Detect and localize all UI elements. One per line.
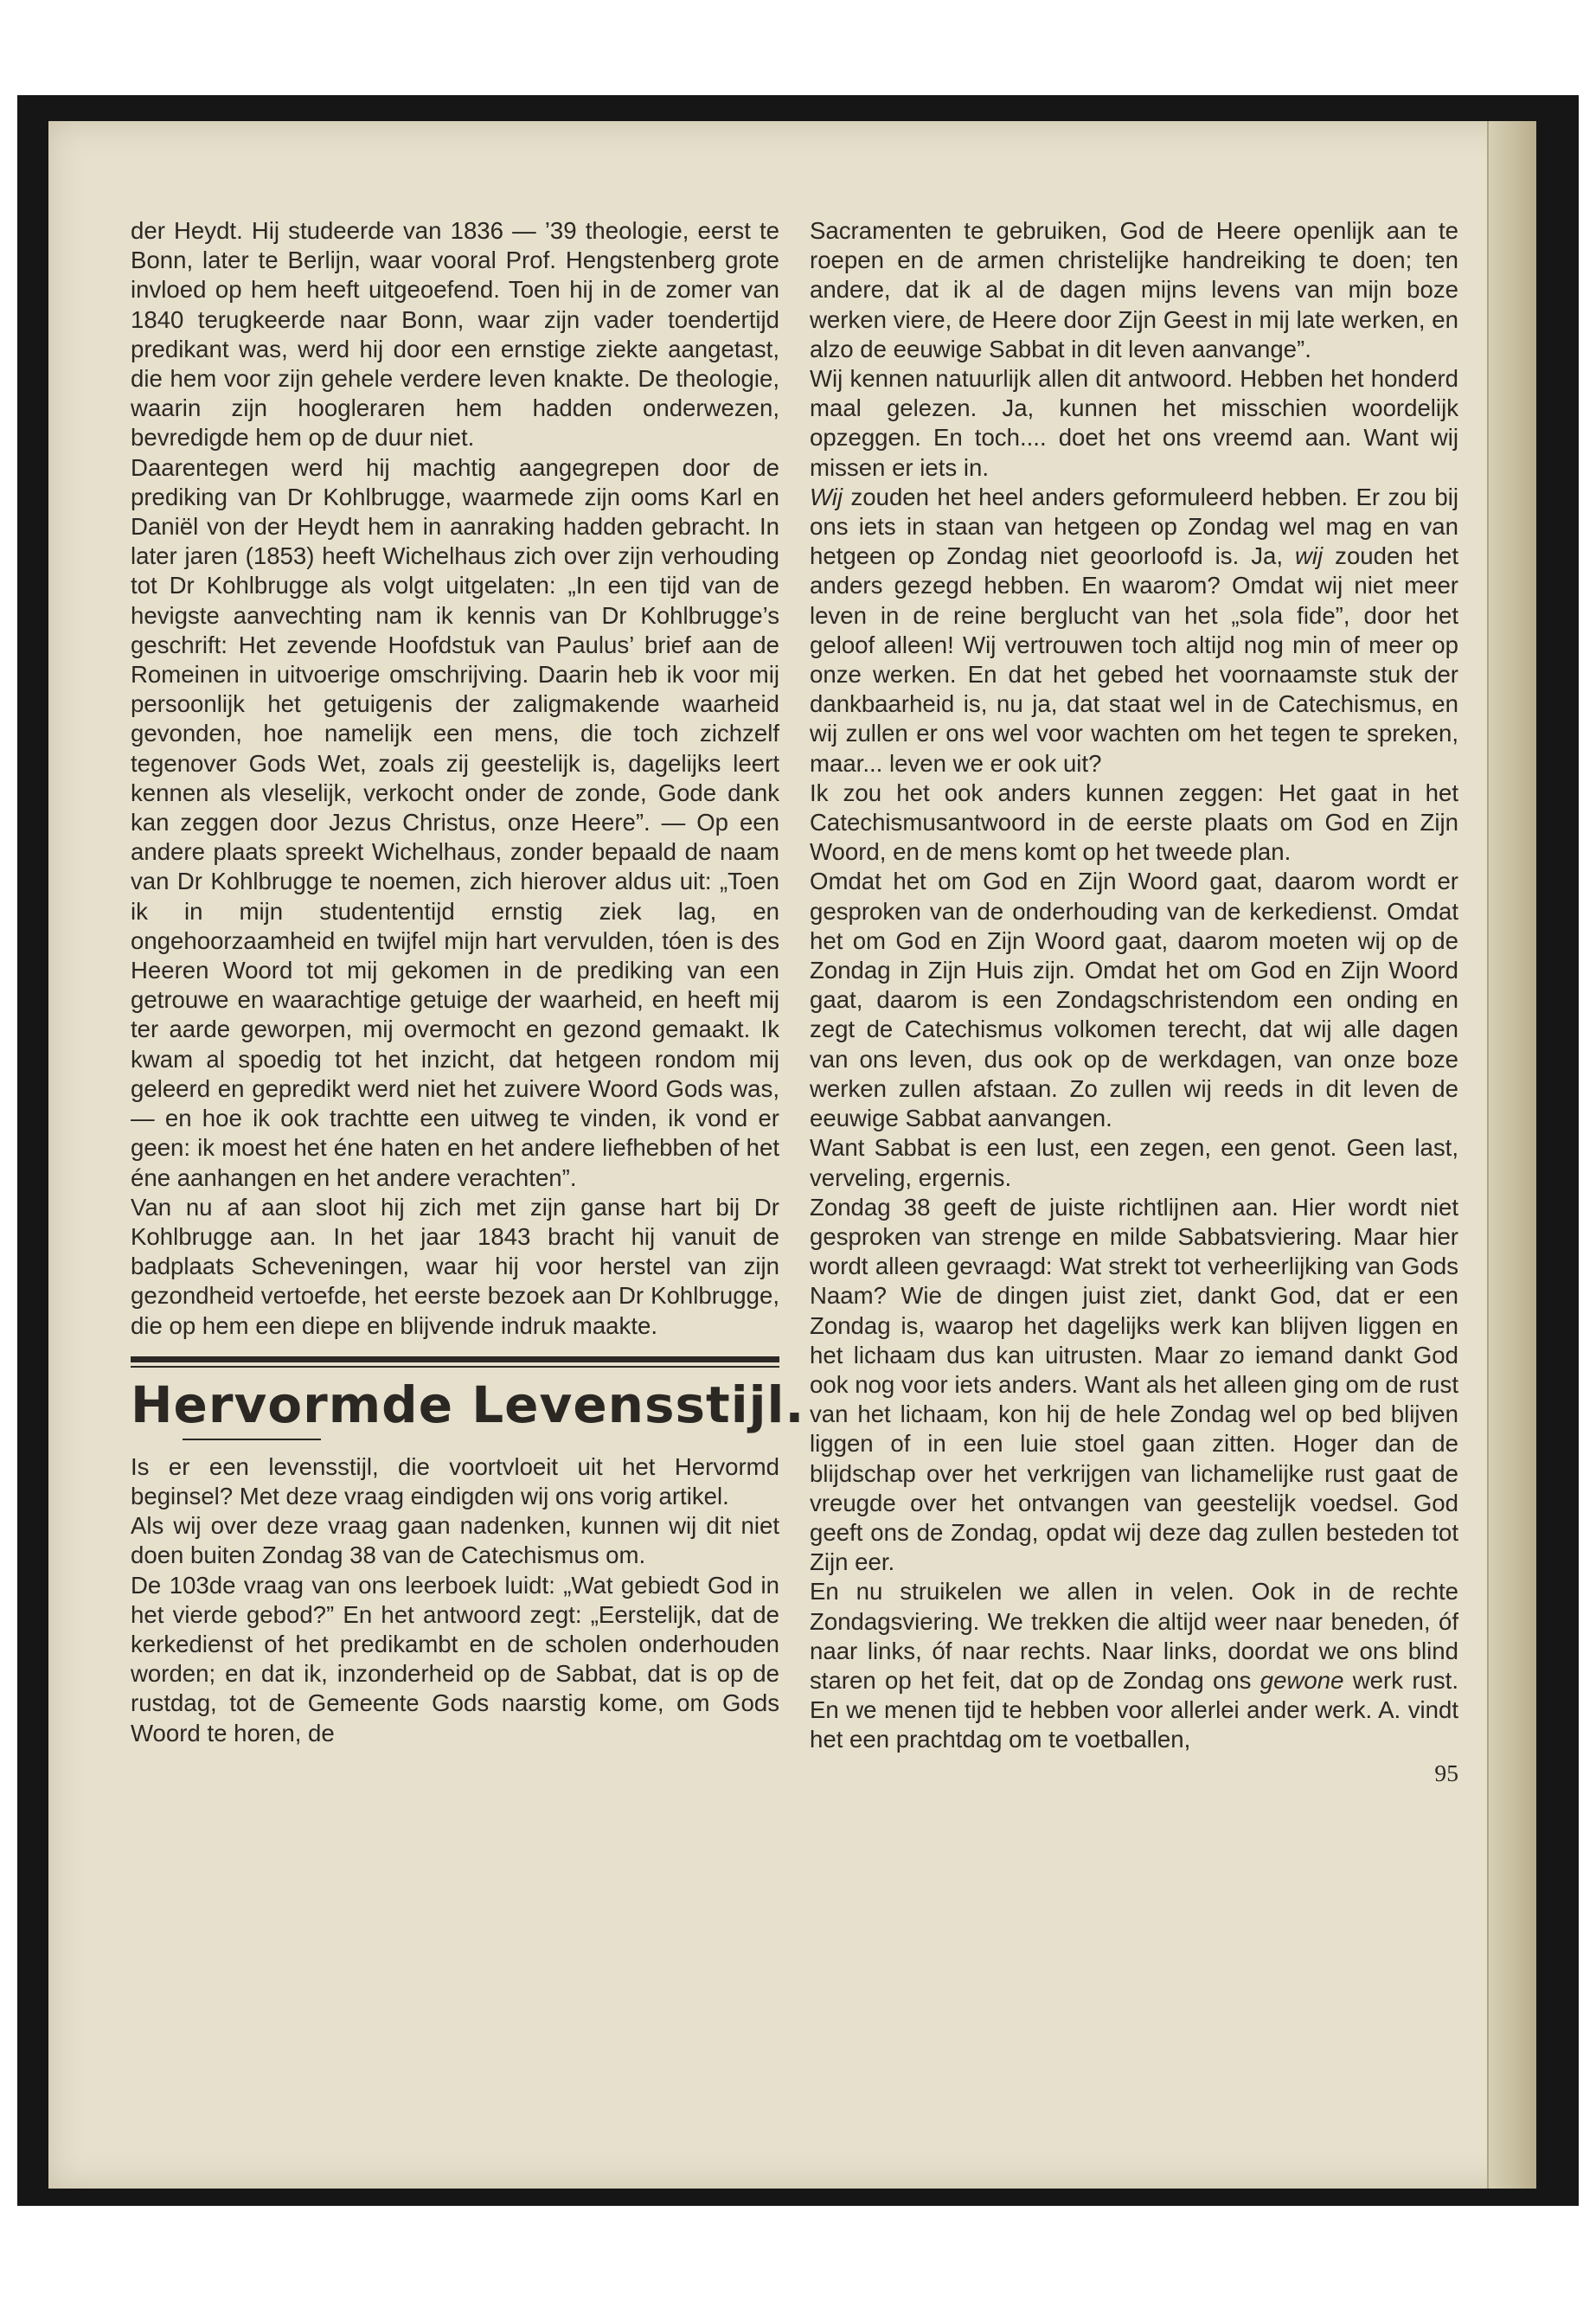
paragraph (810, 1577, 1458, 1754)
right-column (810, 216, 1458, 1788)
paragraph: Want Sabbat is een lust, een zegen, een genot. Geen last, verveling, ergernis. (810, 1134, 1458, 1191)
left-column (131, 216, 805, 1748)
emphasis: Wij (810, 483, 843, 510)
paragraph: Wij kennen natuurlijk allen dit antwoord. Hebben het honderd maal gelezen. Ja, kunnen het misschien woordelijk opzeggen. En toch.... doet het ons vreemd aan. Want wij missen er iets in. (810, 365, 1458, 481)
heading-underline (183, 1439, 321, 1440)
emphasis: gewone (1259, 1666, 1344, 1694)
paragraph: De 103de vraag van ons leerboek luidt: „Wat gebiedt God in het vierde gebod?” En het antwoord zegt: „Eerstelijk, dat de kerkedienst of het predikambt en de scholen onderhouden worden; en dat ik, inzonderheid op de Sabbat, dat is op de rustdag, tot de Gemeente Gods naarstig kome, om Gods Woord te horen, de (131, 1571, 779, 1747)
section-rule-thin (131, 1366, 779, 1368)
text-run: zouden het anders gezegd hebben. En waarom? Omdat wij niet meer leven in de reine berglucht van het „sola fide”, door het geloof alleen! Wij vertrouwen toch altijd nog min of meer op onze werken. En dat het gebed het voornaamste stuk der dankbaarheid is, nu ja, dat staat wel in de Catechismus, en wij zullen er ons wel voor wachten om het tegen te spreken, maar... leven we er ook uit? (810, 542, 1458, 777)
paragraph: Sacramenten te gebruiken, God de Heere openlijk aan te roepen en de armen christelijke handreiking te doen; ten andere, dat ik al de dagen mijns levens van mijn boze werken viere, de Heere door Zijn Geest in mij late werken, en alzo de eeuwige Sabbat in dit leven aanvange”. (810, 217, 1458, 362)
page-spine (1487, 121, 1536, 2189)
page-number: 95 (1434, 1759, 1458, 1786)
paragraph: Is er een levensstijl, die voortvloeit uit het Hervormd beginsel? Met deze vraag eindigden wij ons vorig artikel. (131, 1452, 779, 1509)
paragraph: Omdat het om God en Zijn Woord gaat, daarom wordt er gesproken van de onderhouding van de kerkedienst. Omdat het om God en Zijn Woord gaat, daarom moeten wij op de Zondag in Zijn Huis zijn. Omdat het om God en Zijn Woord gaat, daarom is een Zondagschristendom een onding en zegt de Catechismus volkomen terecht, dat wij alle dagen van ons leven, dus ook op de werkdagen, van onze boze werken zullen afstaan. Zo zullen wij reeds in dit leven de eeuwige Sabbat aanvangen. (810, 868, 1458, 1132)
paragraph: Daarentegen werd hij machtig aangegrepen door de prediking van Dr Kohlbrugge, waarmede zijn ooms Karl en Daniël von der Heydt hem in aanraking hadden gebracht. In later jaren (1853) heeft Wichelhaus zich over zijn verhouding tot Dr Kohlbrugge als volgt uitgelaten: „In een tijd van de hevigste aanvechting nam ik kennis van Dr Kohlbrugge’s geschrift: Het zevende Hoofdstuk van Paulus’ brief aan de Romeinen in uitvoerige omschrijving. Daarin heb ik voor mij persoonlijk het getuigenis der zaligmakende waarheid gevonden, hoe namelijk een mens, die toch zichzelf tegenover Gods Wet, zoals zij geestelijk is, dagelijks leert kennen als vleselijk, verkocht onder de zonde, Gode dank kan zeggen door Jezus Christus, onze Heere”. — Op een andere plaats spreekt Wichelhaus, zonder bepaald de naam van Dr Kohlbrugge te noemen, zich hierover aldus uit: „Toen ik in mijn studententijd ernstig ziek lag, en ongehoorzaamheid en twijfel mijn hart vervulden, tóen is des Heeren Woord tot mij gekomen in de prediking van een getrouwe en waarachtige getuige der waarheid, en heeft mij ter aarde geworpen, mij overmocht en gezond gemaakt. Ik kwam al spoedig tot het inzicht, dat hetgeen rondom mij geleerd en gepredikt werd niet het zuivere Woord Gods was, — en hoe ik ook trachtte een uitweg te vinden, ik vond er geen: ik moest het éne haten en het andere liefhebben of het éne aanhangen en het andere verachten”. (131, 453, 779, 1191)
section-heading: Hervormde Levensstijl. (131, 1375, 805, 1434)
book-page (48, 121, 1536, 2189)
paragraph: Ik zou het ook anders kunnen zeggen: Het gaat in het Catechismusantwoord in de eerste plaats om God en Zijn Woord, en de mens komt op het tweede plan. (810, 779, 1458, 866)
emphasis: wij (1295, 542, 1324, 570)
paragraph (810, 483, 1458, 779)
paragraph: Als wij over deze vraag gaan nadenken, kunnen wij dit niet doen buiten Zondag 38 van de Catechismus om. (131, 1512, 779, 1569)
section-rule (131, 1356, 779, 1362)
text-run: En nu struikelen we allen in velen. Ook in de rechte Zondagsviering. We trekken die altijd weer naar beneden, óf naar links, óf naar rechts. Naar links, doordat we ons blind staren op het feit, dat op de Zondag ons (810, 1578, 1458, 1694)
paragraph: der Heydt. Hij studeerde van 1836 — ’39 theologie, eerst te Bonn, later te Berlijn, waar vooral Prof. Hengstenberg grote invloed op hem heeft uitgeoefend. Toen hij in de zomer van 1840 terugkeerde naar Bonn, waar zijn vader toendertijd predikant was, werd hij door een ernstige ziekte aangetast, die hem voor zijn gehele verdere leven knakte. De theologie, waarin zijn hoogleraren hem hadden onderwezen, bevredigde hem op de duur niet. (131, 217, 779, 452)
text-run: werk rust. En we menen tijd te hebben voor allerlei ander werk. A. vindt het een prachtdag om te voetballen, (810, 1666, 1458, 1753)
paragraph: Zondag 38 geeft de juiste richtlijnen aan. Hier wordt niet gesproken van strenge en milde Sabbatsviering. Maar hier wordt alleen gevraagd: Wat strekt tot verheerlijking van Gods Naam? Wie de dingen juist ziet, dankt God, dat er een Zondag is, waarop het dagelijks werk kan blijven liggen en het lichaam dus kan uitrusten. Maar zo iemand dankt God ook nog voor iets anders. Want als het alleen ging om de rust van het lichaam, kon hij de hele Zondag wel op bed blijven liggen of in een luie stoel gaan zitten. Hoger dan de blijdschap over het verkrijgen van lichamelijke rust gaat de vreugde over het ontvangen van geestelijk voedsel. God geeft ons de Zondag, opdat wij deze dag zullen besteden tot Zijn eer. (810, 1193, 1458, 1576)
paragraph: Van nu af aan sloot hij zich met zijn ganse hart bij Dr Kohlbrugge aan. In het jaar 1843 bracht hij vanuit de badplaats Scheveningen, waar hij voor herstel van zijn gezondheid vertoefde, het eerste bezoek aan Dr Kohlbrugge, die op hem een diepe en blijvende indruk maakte. (131, 1193, 779, 1339)
text-run: zouden het heel anders geformuleerd hebben. Er zou bij ons iets in staan van hetgeen op Zondag wel mag en van hetgeen op Zondag niet geoorloofd is. Ja, (810, 483, 1458, 570)
